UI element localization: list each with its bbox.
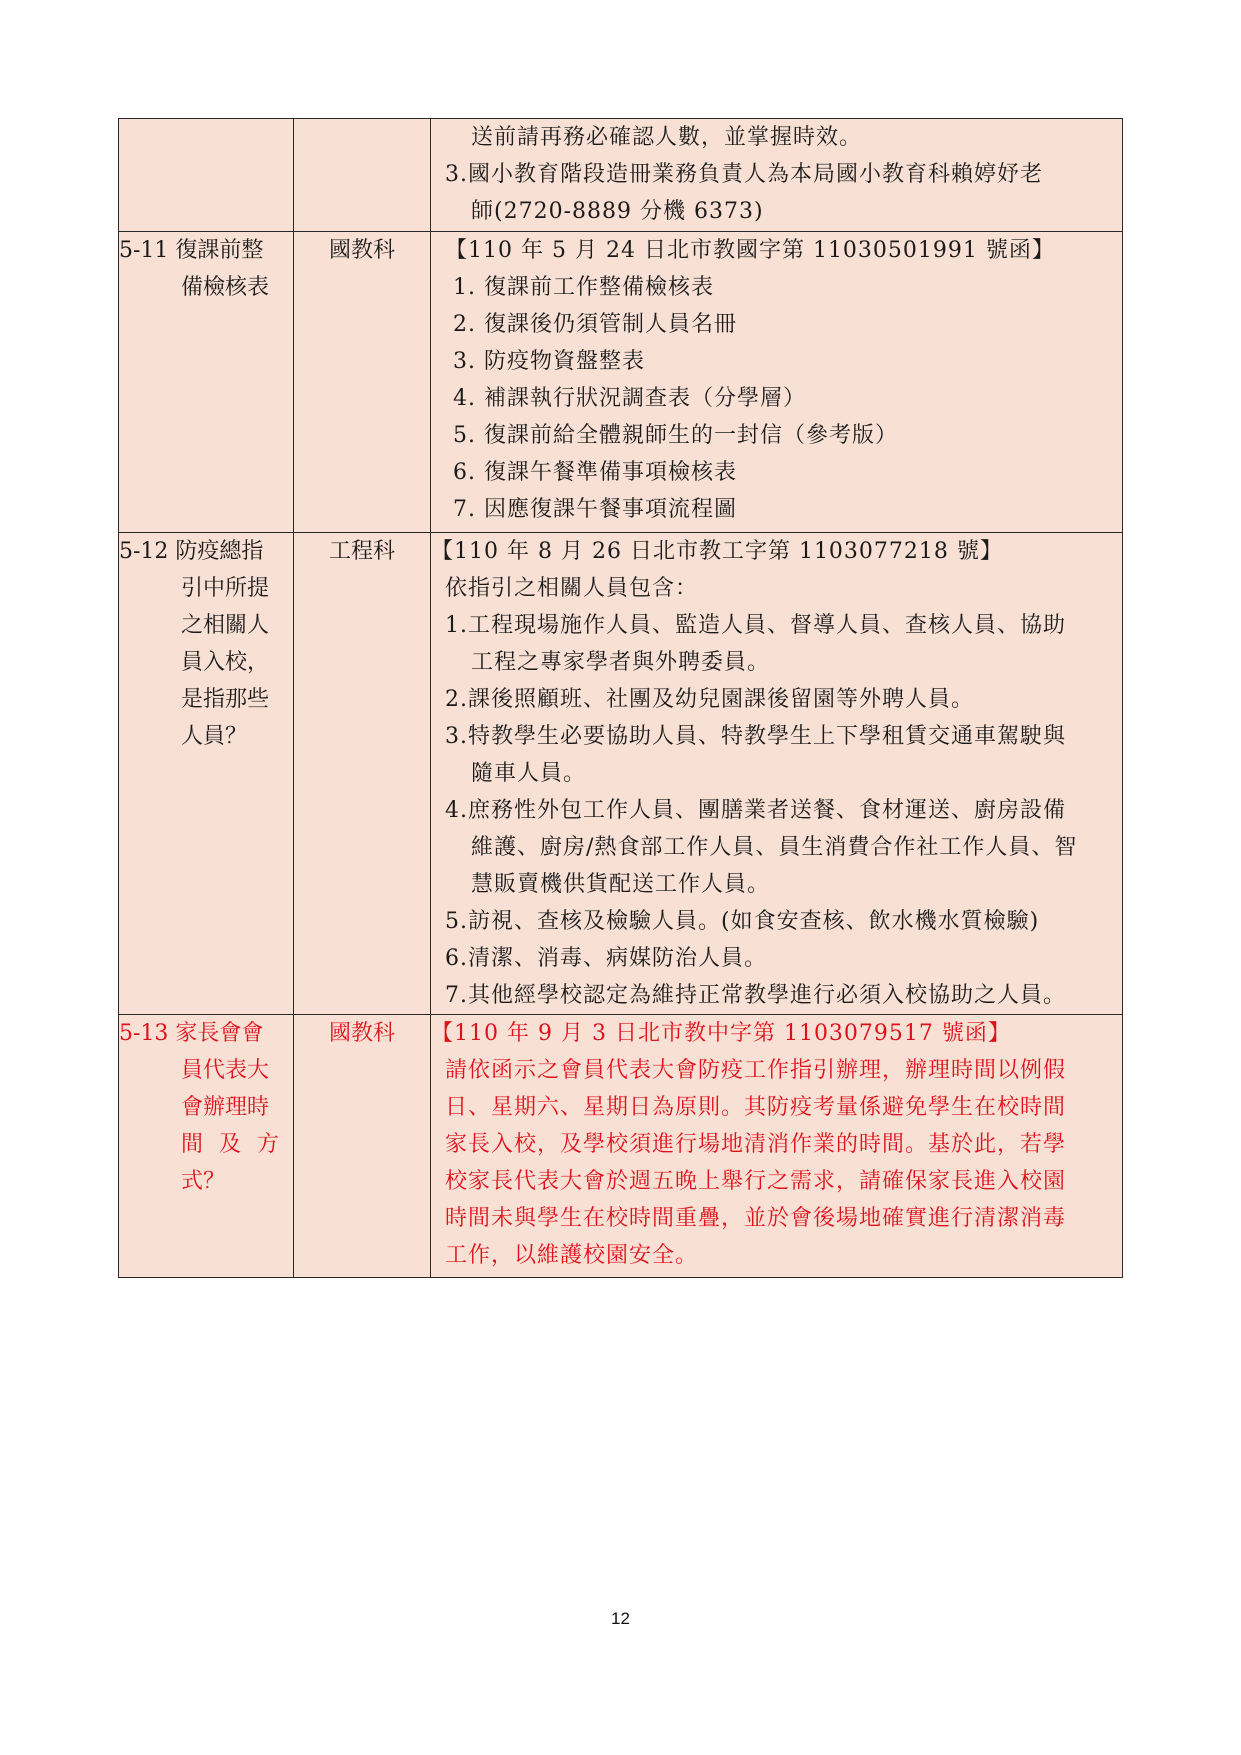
question-number-line: 5-11 復課前整: [119, 238, 264, 263]
answer-line: 工程之專家學者與外聘委員。: [471, 650, 771, 675]
question-cell: [119, 232, 294, 533]
answer-line: 校家長代表大會於週五晚上舉行之需求，請確保家長進入校園: [445, 1169, 1067, 1194]
answer-line: 工作，以維護校園安全。: [445, 1243, 699, 1268]
answer-line: 5. 復課前給全體親師生的一封信（參考版）: [453, 423, 898, 448]
answer-line: 3.特教學生必要協助人員、特教學生上下學租賃交通車駕駛與: [445, 724, 1066, 749]
table-row: [119, 533, 1123, 1015]
question-line: 會辦理時: [181, 1095, 270, 1120]
table-row: [119, 119, 1123, 232]
answer-cell: [431, 533, 1123, 1015]
department-label: 工程科: [328, 539, 395, 564]
table-row: [119, 232, 1123, 533]
department-label: 國教科: [328, 238, 395, 263]
answer-line: 2. 復課後仍須管制人員名冊: [453, 312, 737, 337]
answer-line: 7. 因應復課午餐事項流程圖: [453, 497, 737, 522]
faq-table: [118, 118, 1123, 1278]
question-line: 備檢核表: [181, 275, 270, 300]
department-cell: [294, 232, 431, 533]
answer-cell: [431, 1015, 1123, 1278]
answer-line: 1. 復課前工作整備檢核表: [453, 275, 714, 300]
answer-line: 6.清潔、消毒、病媒防治人員。: [445, 946, 767, 971]
answer-line: 依指引之相關人員包含：: [445, 576, 699, 601]
question-line: 之相關人: [181, 613, 270, 638]
document-reference: 【110 年 8 月 26 日北市教工字第 1103077218 號】: [431, 539, 1003, 564]
answer-line: 請依函示之會員代表大會防疫工作指引辦理，辦理時間以例假: [445, 1058, 1067, 1083]
answer-line: 日、星期六、星期日為原則。其防疫考量係避免學生在校時間: [445, 1095, 1067, 1120]
question-cell: [119, 533, 294, 1015]
answer-line: 時間未與學生在校時間重疊，並於會後場地確實進行清潔消毒: [445, 1206, 1067, 1231]
department-cell: [294, 533, 431, 1015]
answer-cell: [431, 119, 1123, 232]
answer-line: 5.訪視、查核及檢驗人員。(如食安查核、飲水機水質檢驗): [445, 909, 1040, 934]
answer-line: 送前請再務必確認人數，並掌握時效。: [471, 125, 863, 150]
department-cell: [294, 119, 431, 232]
answer-line: 6. 復課午餐準備事項檢核表: [453, 460, 737, 485]
answer-cell: [431, 232, 1123, 533]
answer-line: 1.工程現場施作人員、監造人員、督導人員、查核人員、協助: [445, 613, 1066, 638]
page-number: 12: [611, 1609, 630, 1628]
answer-line: 3.國小教育階段造冊業務負責人為本局國小教育科賴婷妤老: [445, 162, 1043, 187]
question-line: 人員？: [181, 724, 248, 749]
answer-line: 師(2720-8889 分機 6373): [471, 199, 764, 224]
answer-line: 慧販賣機供貨配送工作人員。: [471, 872, 771, 897]
answer-line: 隨車人員。: [471, 761, 587, 786]
answer-line: 4. 補課執行狀況調查表（分學層）: [453, 386, 806, 411]
question-number-line: 5-12 防疫總指: [119, 539, 264, 564]
question-line: 引中所提: [181, 576, 270, 601]
question-cell: [119, 1015, 294, 1278]
question-line: 員入校，: [181, 650, 270, 675]
question-number-line: 5-13 家長會會: [119, 1021, 264, 1046]
table-row: [119, 1015, 1123, 1278]
department-cell: [294, 1015, 431, 1278]
question-line: 式？: [181, 1169, 226, 1194]
answer-line: 維護、廚房/熱食部工作人員、員生消費合作社工作人員、智: [471, 835, 1078, 860]
question-line: 間 及 方: [181, 1132, 279, 1157]
answer-line: 7.其他經學校認定為維持正常教學進行必須入校協助之人員。: [445, 983, 1066, 1008]
question-line: 是指那些: [181, 687, 270, 712]
question-cell: [119, 119, 294, 232]
question-line: 員代表大: [181, 1058, 270, 1083]
answer-line: 4.庶務性外包工作人員、團膳業者送餐、食材運送、廚房設備: [445, 798, 1066, 823]
document-reference: 【110 年 9 月 3 日北市教中字第 1103079517 號函】: [431, 1021, 1011, 1046]
answer-line: 家長入校，及學校須進行場地清消作業的時間。基於此，若學: [445, 1132, 1067, 1157]
answer-line: 3. 防疫物資盤整表: [453, 349, 645, 374]
document-reference: 【110 年 5 月 24 日北市教國字第 11030501991 號函】: [445, 238, 1055, 263]
answer-line: 2.課後照顧班、社團及幼兒園課後留園等外聘人員。: [445, 687, 974, 712]
department-label: 國教科: [328, 1021, 395, 1046]
